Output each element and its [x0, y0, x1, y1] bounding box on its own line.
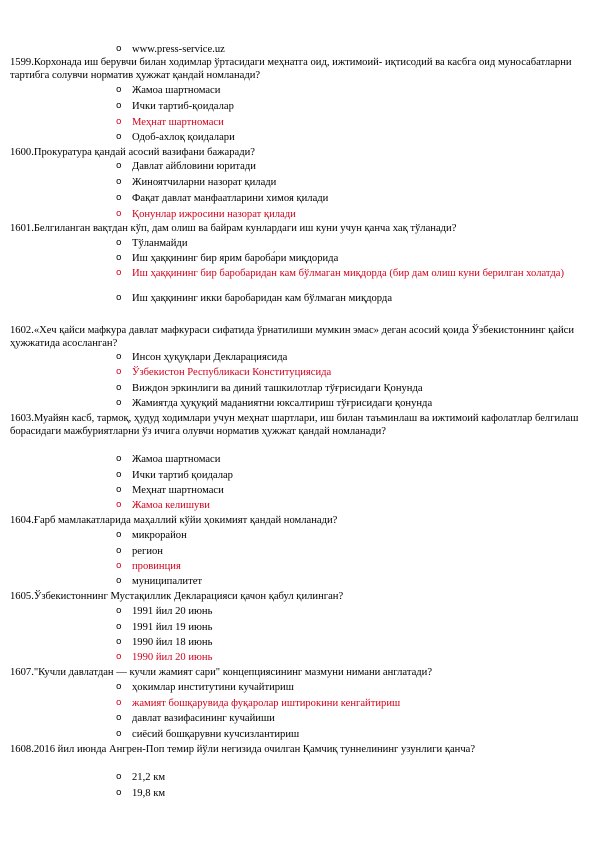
answer-option-label: регион	[132, 546, 163, 557]
answer-option-label: Виждон эркинлиги ва диний ташкилотлар тўғрисидаги Қонунда	[132, 383, 423, 394]
answer-option-label: Ички тартиб-қоидалар	[132, 101, 234, 112]
answer-option-label: муниципалитет	[132, 576, 203, 587]
answer-option-label: Меҳнат шартномаси	[132, 117, 224, 128]
question-text: 1599.Корхонада иш берувчи билан ходимлар ўртасидаги меҳнатга оид, ижтимоий- иқтисодий ва касбга оид муносабатларни тартибга солувчи норматив ҳужжат қандай номланади?	[10, 57, 572, 81]
bullet-icon: o	[116, 788, 122, 798]
question-text: 1604.Ғарб мамлакатларида маҳаллий кўйи ҳокимият қандай номланади?	[10, 515, 338, 526]
answer-option-label: Жиноятчиларни назорат қилади	[132, 177, 277, 188]
answer-option-label: Тўланмайди	[132, 238, 188, 249]
answer-option-label: Меҳнат шартномаси	[132, 485, 224, 496]
bullet-icon: o	[116, 530, 122, 540]
answer-option-label: Иш ҳаққининг бир баробаридан кам бўлмаган миқдорда (бир дам олиш куни берилган холатда)	[132, 268, 565, 279]
header-url: www.press-service.uz	[132, 44, 225, 55]
question-text: 1607."Кучли давлатдан — кучли жамият сари" концепциясининг мазмуни нимани англатади?	[10, 667, 433, 678]
answer-option-label: Қонунлар ижросини назорат қилади	[132, 209, 296, 220]
answer-option-label: Инсон ҳуқуқлари Декларациясида	[132, 352, 288, 363]
question-text: 1600.Прокуратура қандай асосий вазифани бажаради?	[10, 147, 255, 158]
answer-option-label: Жамоа шартномаси	[132, 454, 221, 465]
bullet-icon: o	[116, 367, 122, 377]
question-text: 1608.2016 йил июнда Ангрен-Поп темир йўли негизида очилган Қамчиқ туннелининг узунлиги қанча?	[10, 744, 476, 755]
answer-option-label: провинция	[132, 561, 181, 572]
question-text: 1605.Ўзбекистоннинг Мустақиллик Декларацияси қачон қабул қилинган?	[10, 591, 344, 602]
question-text: 1602.«Хеч қайси мафкура давлат мафкураси сифатида ўрнатилиши мумкин эмас» деган асосий қоида Ўзбекистоннинг қайси ҳужжатида асосланган?	[10, 325, 575, 349]
bullet-icon: o	[116, 193, 122, 203]
bullet-icon: o	[116, 698, 122, 708]
answer-option-label: 1991 йил 19 июнь	[132, 622, 213, 633]
bullet-icon: o	[116, 470, 122, 480]
question-text: 1603.Муайян касб, тармоқ, ҳудуд ходимлари учун меҳнат шартлари, иш билан таъминлаш ва ижтимоий кафолатлар белгилаш борасидаги мажбуриятларни ўз ичига олувчи норматив ҳужжат қандай номланади?	[10, 413, 579, 437]
bullet-icon: o	[116, 161, 122, 171]
answer-option-label: ҳокимлар институтини кучайтириш	[132, 682, 294, 693]
bullet-icon: o	[116, 637, 122, 647]
bullet-icon: o	[116, 485, 122, 495]
bullet-icon: o	[116, 238, 122, 248]
bullet-icon: o	[116, 85, 122, 95]
answer-option-label: Жамоа келишуви	[132, 500, 210, 511]
answer-option-label: сиёсий бошқарувни кучсизлантириш	[132, 729, 300, 740]
bullet-icon: o	[116, 253, 122, 263]
bullet-icon: o	[116, 546, 122, 556]
bullet-icon: o	[116, 268, 122, 278]
answer-option-label: Одоб-ахлоқ қоидалари	[132, 132, 235, 143]
answer-option-label: Ички тартиб қоидалар	[132, 470, 233, 481]
bullet-icon: o	[116, 682, 122, 692]
bullet-icon: o	[116, 561, 122, 571]
answer-option-label: 1991 йил 20 июнь	[132, 606, 213, 617]
answer-option-label: Давлат айбловини юритади	[132, 161, 256, 172]
answer-option-label: Ўзбекистон Республикаси Конституциясида	[132, 367, 332, 378]
bullet-icon: o	[116, 383, 122, 393]
answer-option-label: Иш ҳаққининг икки баробаридан кам бўлмаган миқдорда	[132, 293, 393, 304]
answer-option-label: 19,8 км	[132, 788, 166, 799]
bullet-icon: o	[116, 101, 122, 111]
bullet-icon: o	[116, 44, 122, 54]
answer-option-label: микрорайон	[132, 530, 187, 541]
answer-option-label: давлат вазифасининг кучайиши	[132, 713, 275, 724]
bullet-icon: o	[116, 622, 122, 632]
answer-option-label: 1990 йил 20 июнь	[132, 652, 213, 663]
question-text: 1601.Белгиланган вақтдан кўп, дам олиш ва байрам кунлардаги иш куни учун қанча хақ тўланади?	[10, 223, 457, 234]
bullet-icon: o	[116, 772, 122, 782]
answer-option-label: 21,2 км	[132, 772, 166, 783]
bullet-icon: o	[116, 352, 122, 362]
answer-option-label: Фақат давлат манфаатларини химоя қилади	[132, 193, 329, 204]
bullet-icon: o	[116, 454, 122, 464]
bullet-icon: o	[116, 177, 122, 187]
answer-option-label: Иш ҳаққининг бир ярим бароба́ри миқдорида	[132, 253, 339, 264]
answer-option-label: Жамиятда ҳуқуқий маданиятни юксалтириш тўғрисидаги қонунда	[132, 398, 433, 409]
bullet-icon: o	[116, 606, 122, 616]
bullet-icon: o	[116, 209, 122, 219]
bullet-icon: o	[116, 117, 122, 127]
answer-option-label: Жамоа шартномаси	[132, 85, 221, 96]
bullet-icon: o	[116, 652, 122, 662]
bullet-icon: o	[116, 500, 122, 510]
bullet-icon: o	[116, 293, 122, 303]
answer-option-label: жамият бошқарувида фуқаролар иштирокини кенгайтириш	[132, 698, 401, 709]
bullet-icon: o	[116, 729, 122, 739]
bullet-icon: o	[116, 132, 122, 142]
bullet-icon: o	[116, 713, 122, 723]
bullet-icon: o	[116, 398, 122, 408]
answer-option-label: 1990 йил 18 июнь	[132, 637, 213, 648]
bullet-icon: o	[116, 576, 122, 586]
